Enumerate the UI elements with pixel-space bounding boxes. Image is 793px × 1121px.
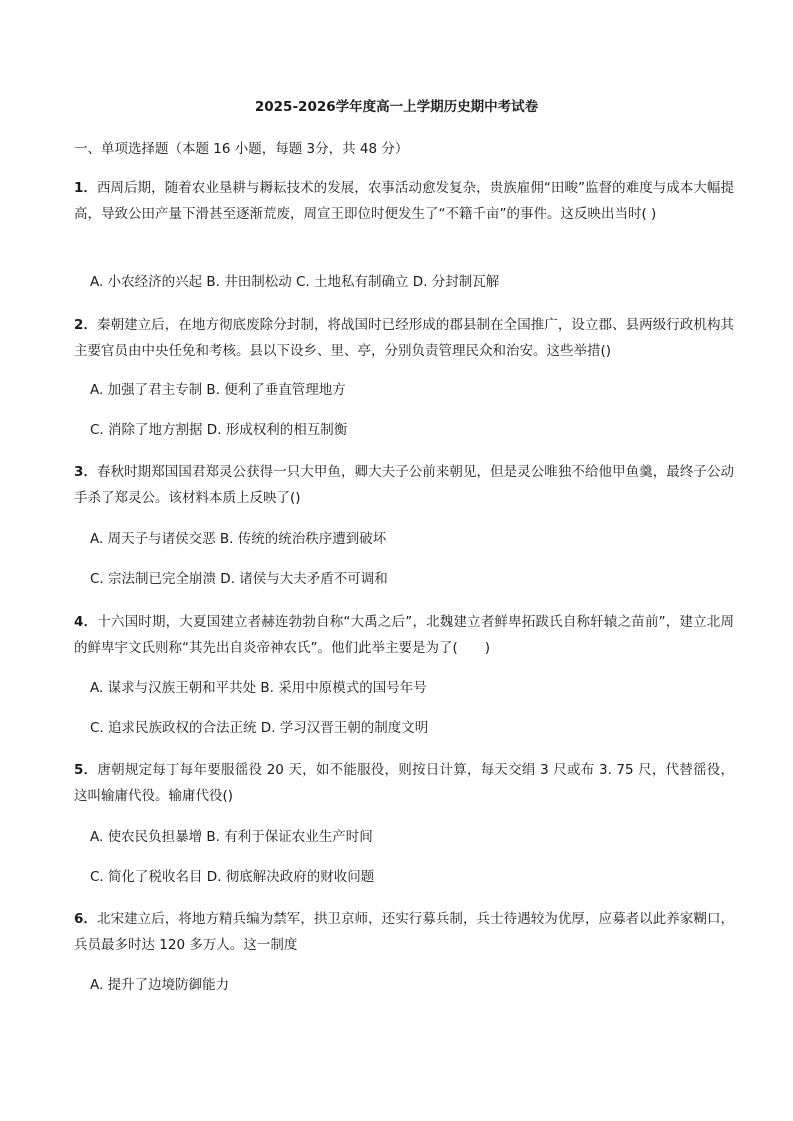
question-text: 春秋时期郑国国君郑灵公获得一只大甲鱼，卿大夫子公前来朝见，但是灵公唯独不给他甲鱼羹，最终子公动手杀了郑灵公。该材料本质上反映了(): [74, 464, 734, 506]
question-text: 秦朝建立后，在地方彻底废除分封制，将战国时已经形成的郡县制在全国推广，设立郡、县两级行政机构其主要官员由中央任免和考核。县以下设乡、里、亭，分别负责管理民众和治安。这些举措(): [74, 317, 734, 359]
question-4-option-row-2: C. 追求民族政权的合法正统 D. 学习汉晋王朝的制度文明: [90, 720, 429, 736]
question-5-option-row-2: C. 简化了税收名目 D. 彻底解决政府的财收问题: [90, 869, 375, 885]
question-2: [74, 312, 734, 364]
question-6: [74, 906, 734, 958]
section-heading: 一、单项选择题（本题 16 小题，每题 3分，共 48 分）: [74, 141, 409, 157]
question-1-options: A. 小农经济的兴起 B. 井田制松动 C. 土地私有制确立 D. 分封制瓦解: [90, 274, 500, 290]
question-text: 西周后期，随着农业垦耕与耨耘技术的发展，农事活动愈发复杂，贵族雇佣“田畯”监督的难度与成本大幅提高，导致公田产量下滑甚至逐渐荒废，周宣王即位时便发生了“不籍千亩”的事件。这反映出当时( ): [74, 180, 734, 222]
question-5-option-row-1: A. 使农民负担暴增 B. 有利于保证农业生产时间: [90, 829, 373, 845]
question-1: [74, 175, 734, 227]
question-text: 十六国时期，大夏国建立者赫连勃勃自称“大禹之后”，北魏建立者鲜卑拓跋氏自称轩辕之苗前”，建立北周的鲜卑宇文氏则称“其先出自炎帝神农氏”。他们此举主要是为了( ): [74, 614, 734, 656]
question-text: 唐朝规定每丁每年要服徭役 20 天，如不能服役，则按日计算，每天交绢 3 尺或布 3. 75 尺，代替徭役，这叫输庸代役。输庸代役(): [74, 762, 734, 804]
question-3: [74, 459, 734, 511]
page-title: 2025-2026学年度高一上学期历史期中考试卷: [254, 99, 539, 115]
question-4: [74, 609, 734, 661]
question-number: 1．: [74, 180, 97, 196]
question-number: 4．: [74, 614, 98, 630]
question-number: 3．: [74, 464, 98, 480]
question-text: 北宋建立后，将地方精兵编为禁军，拱卫京师，还实行募兵制，兵士待遇较为优厚，应募者以此养家糊口，兵员最多时达 120 多万人。这一制度: [74, 911, 734, 953]
question-5: [74, 757, 734, 809]
question-number: 5．: [74, 762, 98, 778]
question-2-option-row-2: C. 消除了地方割据 D. 形成权利的相互制衡: [90, 422, 348, 438]
question-4-option-row-1: A. 谋求与汉族王朝和平共处 B. 采用中原模式的国号年号: [90, 680, 427, 696]
question-3-option-row-2: C. 宗法制已完全崩溃 D. 诸侯与大夫矛盾不可调和: [90, 571, 388, 587]
question-6-option-row-1: A. 提升了边境防御能力: [90, 977, 230, 993]
question-2-option-row-1: A. 加强了君主专制 B. 便利了垂直管理地方: [90, 382, 346, 398]
question-3-option-row-1: A. 周天子与诸侯交恶 B. 传统的统治秩序遭到破坏: [90, 531, 387, 547]
question-number: 6．: [74, 911, 98, 927]
question-number: 2．: [74, 317, 98, 333]
